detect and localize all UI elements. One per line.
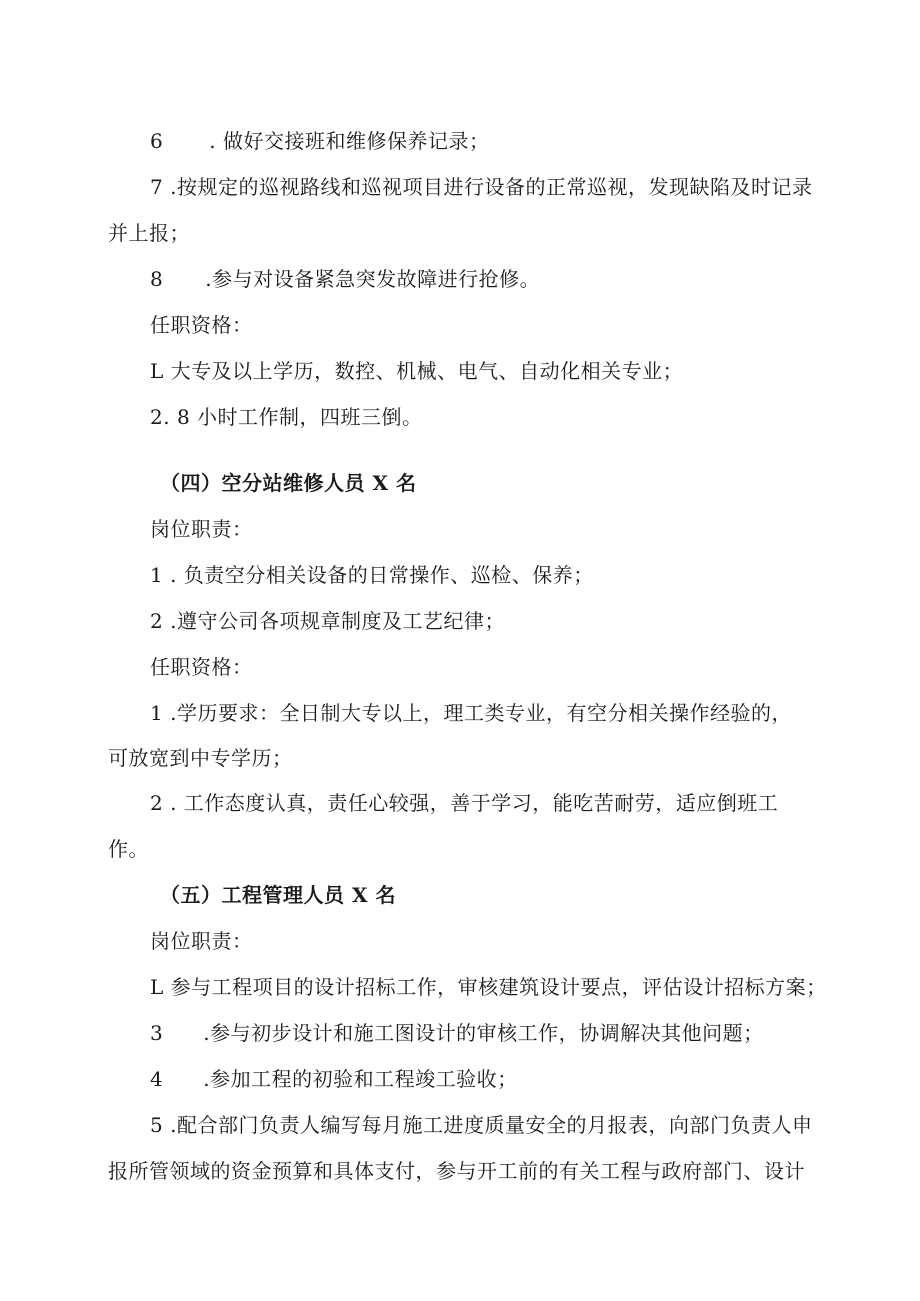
item-text: .参与初步设计和施工图设计的审核工作，协调解决其他问题； xyxy=(203,1021,764,1045)
duty-item-1: L 参与工程项目的设计招标工作，审核建筑设计要点，评估设计招标方案； xyxy=(150,975,827,999)
item-number: 4 xyxy=(150,1067,164,1091)
qualification-item-2: 2. 8 小时工作制，四班三倒。 xyxy=(150,405,423,429)
duty-item-6 xyxy=(150,128,489,154)
duty-item-7-continued: 并上报； xyxy=(108,221,190,245)
qualifications-label: 任职资格： xyxy=(150,655,253,679)
item-number: 8 xyxy=(150,267,164,291)
section-heading-5: （五）工程管理人员 X 名 xyxy=(160,883,396,907)
item-text: . 做好交接班和维修保养记录； xyxy=(209,129,490,153)
duty-item-2: 2 .遵守公司各项规章制度及工艺纪律； xyxy=(150,609,505,633)
qualifications-label: 任职资格： xyxy=(150,313,253,337)
duty-item-5-continued: 报所管领域的资金预算和具体支付，参与开工前的有关工程与政府部门、设计 xyxy=(108,1159,805,1183)
section-heading-4: （四）空分站维修人员 X 名 xyxy=(160,471,417,495)
duty-item-5: 5 .配合部门负责人编写每月施工进度质量安全的月报表，向部门负责人申 xyxy=(150,1113,813,1137)
duty-item-4 xyxy=(150,1066,518,1092)
qualification-item-1-continued: 可放宽到中专学历； xyxy=(108,746,293,770)
item-number: 3 xyxy=(150,1021,164,1045)
qualification-item-1: L 大专及以上学历，数控、机械、电气、自动化相关专业； xyxy=(150,359,684,383)
duty-item-8 xyxy=(150,266,540,292)
qualification-item-2-continued: 作。 xyxy=(108,837,149,861)
item-text: .参与对设备紧急突发故障进行抢修。 xyxy=(205,267,541,291)
duties-label: 岗位职责： xyxy=(150,517,253,541)
duty-item-3 xyxy=(150,1020,764,1046)
item-number: 6 xyxy=(150,129,164,153)
duty-item-7: 7 .按规定的巡视路线和巡视项目进行设备的正常巡视，发现缺陷及时记录 xyxy=(150,175,813,199)
qualification-item-1: 1 .学历要求：全日制大专以上，理工类专业，有空分相关操作经验的， xyxy=(150,701,792,725)
duties-label: 岗位职责： xyxy=(150,929,253,953)
duty-item-1: 1 . 负责空分相关设备的日常操作、巡检、保养； xyxy=(150,563,594,587)
item-text: .参加工程的初验和工程竣工验收； xyxy=(203,1067,518,1091)
qualification-item-2: 2 . 工作态度认真，责任心较强，善于学习，能吃苦耐劳，适应倒班工 xyxy=(150,791,779,815)
